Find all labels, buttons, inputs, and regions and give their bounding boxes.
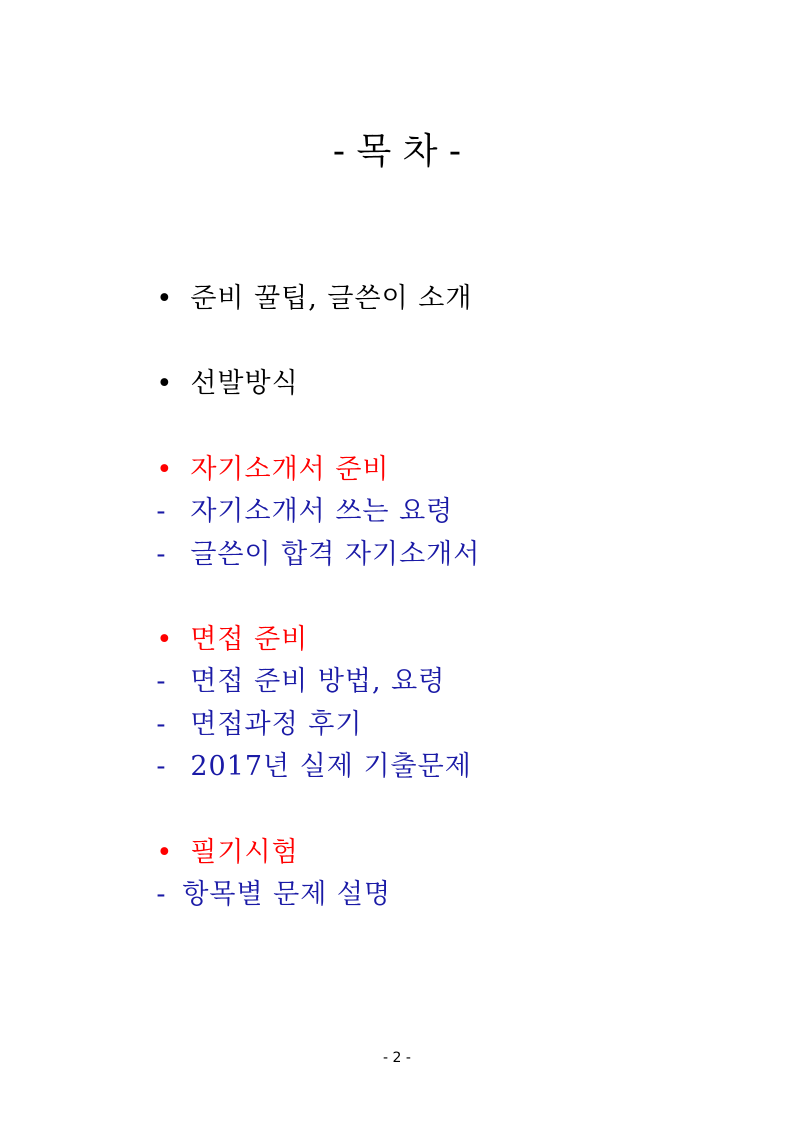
toc-subitem-label: 2017년 실제 기출문제 (190, 751, 472, 782)
dash-marker: - (156, 879, 167, 910)
toc-item-label: 면접 준비 (190, 624, 309, 655)
toc-item-label: 필기시험 (190, 837, 299, 868)
bullet-marker: • (156, 454, 174, 485)
bullet-marker: • (156, 283, 174, 314)
page-title: - 목 차 - (332, 131, 462, 172)
toc-item-label: 준비 꿀팁, 글쓴이 소개 (190, 283, 473, 314)
dash-marker: - (156, 539, 167, 570)
toc-subitem-label: 글쓴이 합격 자기소개서 (190, 539, 481, 570)
toc-subitem-exam-items (118, 841, 391, 949)
dash-marker: - (156, 751, 167, 782)
toc-subitem-label: 면접과정 후기 (190, 709, 363, 740)
page-number: - 2 - (383, 1050, 411, 1066)
dash-marker: - (156, 496, 167, 527)
toc-item-label: 자기소개서 준비 (190, 454, 390, 485)
dash-marker: - (156, 709, 167, 740)
toc-item-label: 선발방식 (190, 368, 299, 399)
toc-subitem-label: 자기소개서 쓰는 요령 (190, 496, 454, 527)
toc-subitem-label: 면접 준비 방법, 요령 (190, 666, 446, 697)
toc-subitem-label: 항목별 문제 설명 (182, 879, 392, 910)
bullet-marker: • (156, 624, 174, 655)
dash-marker: - (156, 666, 167, 697)
bullet-marker: • (156, 368, 174, 399)
bullet-marker: • (156, 837, 174, 868)
